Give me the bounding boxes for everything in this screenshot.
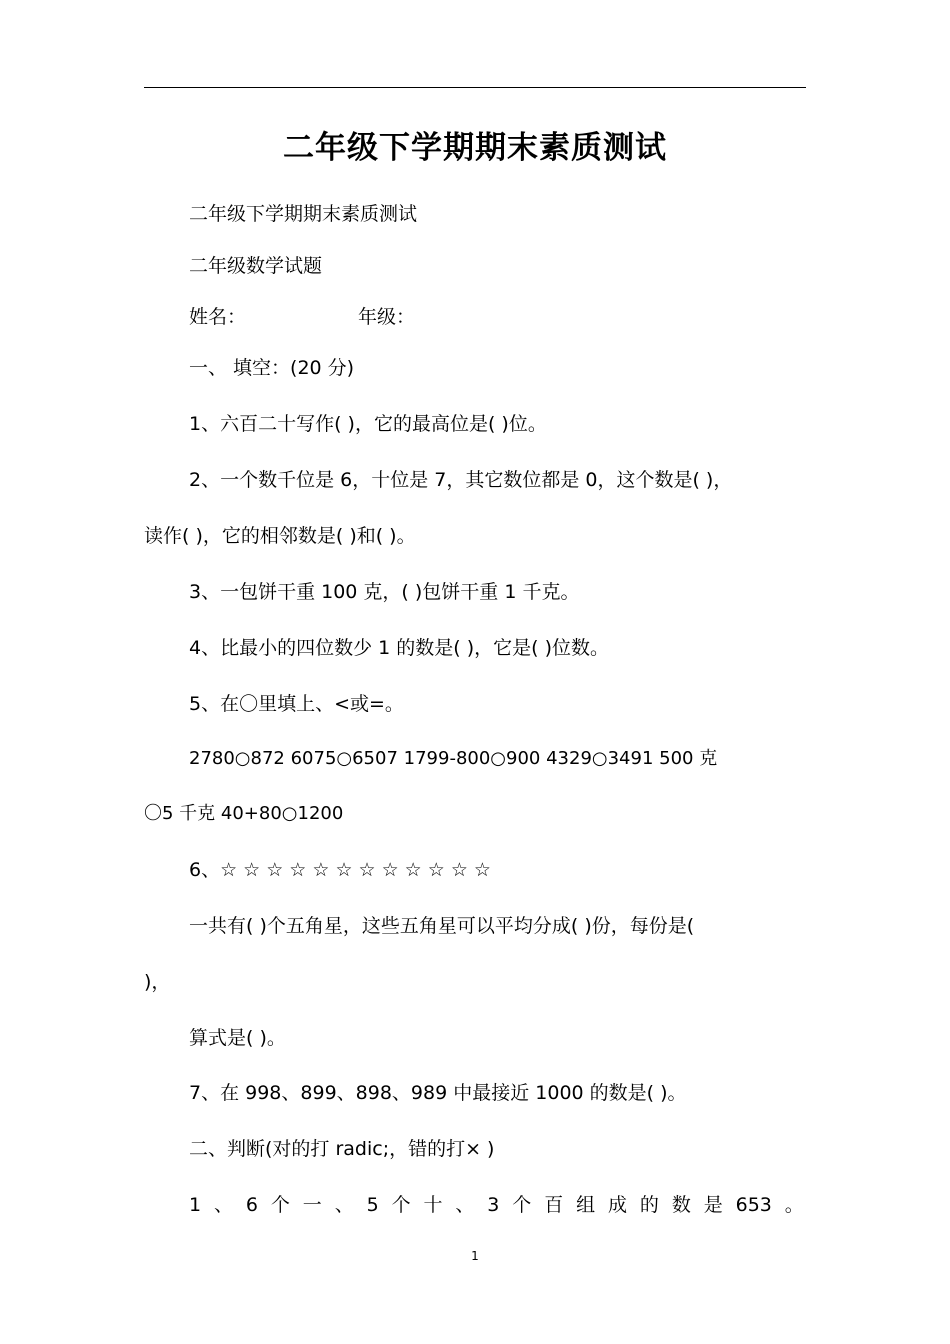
judge-token: 653 (735, 1194, 772, 1216)
question-1: 1、六百二十写作( )，它的最高位是( )位。 (189, 413, 547, 435)
question-5-items-1: 2780○872 6075○6507 1799-800○900 4329○3491 500 克 (189, 748, 718, 769)
exam-name: 二年级数学试题 (189, 255, 323, 277)
name-label: 姓名： (189, 306, 247, 328)
question-6-line-1: 一共有( )个五角星，这些五角星可以平均分成( )份，每份是( (189, 915, 695, 937)
header-rule (144, 87, 806, 88)
question-6-line-3: 算式是( )。 (189, 1027, 286, 1049)
question-6-line-2: )， (144, 971, 171, 993)
judge-token: 百 (544, 1194, 564, 1216)
judge-token: 个 (391, 1194, 411, 1216)
page-title: 二年级下学期期末素质测试 (283, 130, 667, 166)
judge-token: 个 (270, 1194, 290, 1216)
page-number: 1 (471, 1249, 479, 1263)
doc-subtitle: 二年级下学期期末素质测试 (189, 203, 418, 225)
question-7: 7、在 998、899、898、989 中最接近 1000 的数是( )。 (189, 1082, 687, 1104)
question-4: 4、比最小的四位数少 1 的数是( )，它是( )位数。 (189, 637, 609, 659)
judge-token: 3 (487, 1194, 500, 1216)
judge-token: 十 (423, 1194, 443, 1216)
judge-token: 是 (703, 1194, 723, 1216)
section-2-heading: 二、判断(对的打 radic;，错的打× ) (189, 1138, 495, 1160)
question-2-line-2: 读作( )，它的相邻数是( )和( )。 (144, 525, 416, 547)
judge-token: 的 (639, 1194, 659, 1216)
judge-token: 1 (189, 1194, 202, 1216)
judge-token: 数 (671, 1194, 691, 1216)
section-1-heading: 一、 填空：(20 分) (189, 357, 355, 379)
judge-token: 、 (455, 1194, 475, 1216)
judge-token: 个 (512, 1194, 532, 1216)
judge-token: 6 (245, 1194, 258, 1216)
question-6-stars: 6、☆ ☆ ☆ ☆ ☆ ☆ ☆ ☆ ☆ ☆ ☆ ☆ (189, 859, 491, 881)
question-5-items-2: 〇5 千克 40+80○1200 (144, 803, 344, 824)
judge-token: 组 (576, 1194, 596, 1216)
student-info (144, 303, 864, 331)
judge-token: 。 (784, 1194, 804, 1216)
judge-question-1 (144, 1191, 804, 1219)
judge-token: 5 (366, 1194, 379, 1216)
judge-token: 、 (213, 1194, 233, 1216)
grade-label: 年级： (358, 306, 416, 328)
judge-token: 、 (334, 1194, 354, 1216)
question-3: 3、一包饼干重 100 克，( )包饼干重 1 千克。 (189, 581, 580, 603)
judge-token: 成 (608, 1194, 628, 1216)
question-5: 5、在〇里填上、<或=。 (189, 693, 404, 715)
judge-token: 一 (302, 1194, 322, 1216)
question-2-line-1: 2、一个数千位是 6，十位是 7，其它数位都是 0，这个数是( )， (189, 469, 733, 491)
